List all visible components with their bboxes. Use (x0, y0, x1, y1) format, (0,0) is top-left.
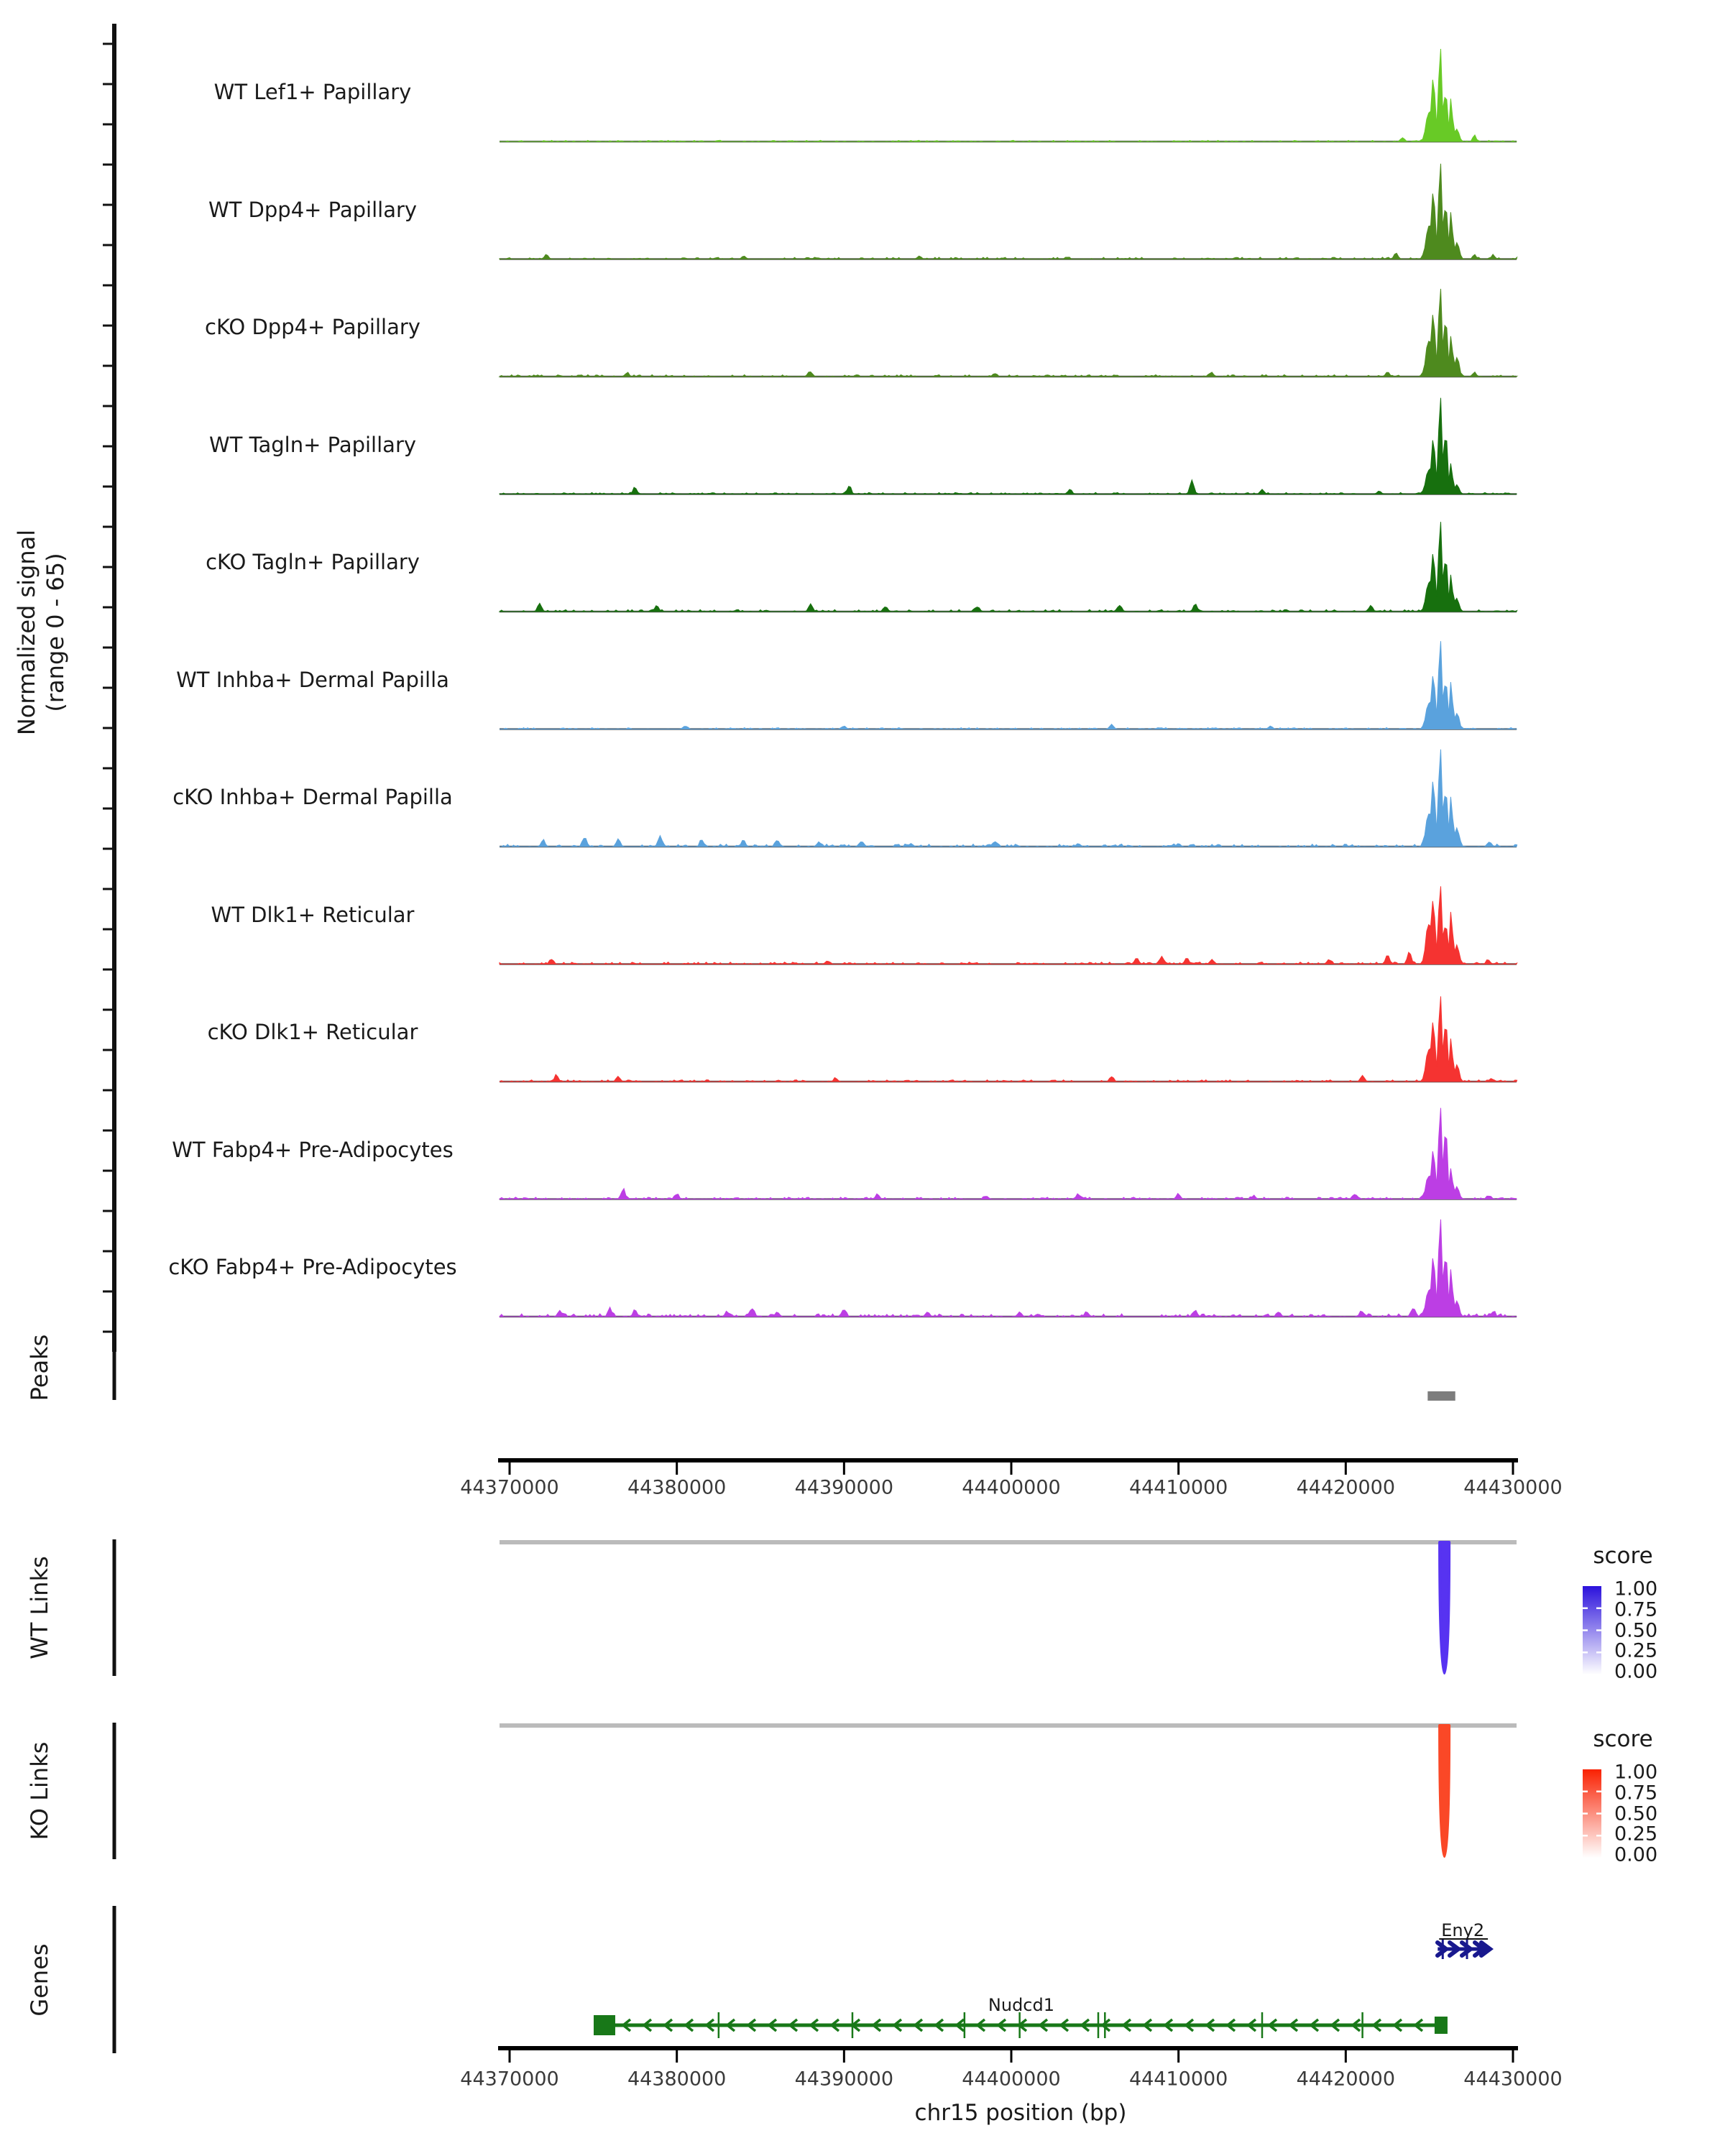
track-label-1: WT Lef1+ Papillary (213, 80, 412, 104)
tick-label-44390000: 44390000 (794, 1476, 894, 1499)
signal-area-9 (500, 996, 1517, 1082)
section-label-wt-links: WT Links (26, 1556, 53, 1659)
tick-label-44390000: 44390000 (794, 2068, 894, 2091)
legend-tick-label: 0.25 (1614, 1639, 1658, 1662)
tick-label-44420000: 44420000 (1296, 2068, 1396, 2091)
legend-title-wt: score (1593, 1543, 1653, 1569)
signal-area-4 (500, 398, 1517, 494)
track-label-4: WT Tagln+ Papillary (208, 432, 417, 457)
signal-area-1 (500, 49, 1517, 142)
tick-label-44380000: 44380000 (627, 2068, 727, 2091)
signal-area-3 (500, 289, 1517, 377)
signal-area-7 (500, 750, 1517, 847)
tick-label-44430000: 44430000 (1463, 1476, 1563, 1499)
signal-area-10 (500, 1108, 1517, 1199)
track-label-5: cKO Tagln+ Papillary (206, 550, 420, 574)
x-axis-title: chr15 position (bp) (914, 2100, 1127, 2126)
track-label-9: cKO Dlk1+ Reticular (207, 1020, 418, 1044)
link-curve (1440, 1542, 1449, 1673)
legend-tick-label: 0.50 (1614, 1802, 1658, 1825)
signal-area-2 (500, 164, 1517, 259)
tick-label-44400000: 44400000 (962, 2068, 1061, 2091)
signal-area-5 (500, 522, 1517, 612)
legend-tick-label: 0.75 (1614, 1782, 1658, 1805)
gene-end-box (1435, 2017, 1448, 2034)
tick-label-44380000: 44380000 (627, 1476, 727, 1499)
signal-area-6 (500, 641, 1517, 729)
tick-label-44400000: 44400000 (962, 1476, 1061, 1499)
gene-label-Eny2: Eny2 (1441, 1920, 1485, 1940)
legend-tick-label: 1.00 (1614, 1761, 1658, 1784)
y-axis-label-line1: Normalized signal (13, 529, 40, 736)
track-label-6: WT Inhba+ Dermal Papilla (176, 667, 449, 692)
legend-tick-label: 0.75 (1614, 1598, 1658, 1621)
section-label-ko-links: KO Links (26, 1741, 53, 1841)
track-label-3: cKO Dpp4+ Papillary (205, 315, 420, 339)
tick-label-44370000: 44370000 (460, 2068, 559, 2091)
gene-label-Nudcd1: Nudcd1 (988, 1995, 1055, 2015)
legend-tick-label: 0.50 (1614, 1619, 1658, 1641)
track-label-11: cKO Fabp4+ Pre-Adipocytes (168, 1255, 457, 1279)
gene-end-box (594, 2015, 615, 2035)
peak-box (1427, 1391, 1455, 1401)
legend-tick-label: 0.25 (1614, 1823, 1658, 1846)
legend-tick-label: 0.00 (1614, 1660, 1658, 1683)
y-axis-label (12, 530, 70, 735)
tick-label-44420000: 44420000 (1296, 1476, 1396, 1499)
tick-label-44370000: 44370000 (460, 1476, 559, 1499)
section-label-genes: Genes (26, 1943, 53, 2017)
link-curve (1440, 1726, 1449, 1856)
track-label-2: WT Dpp4+ Papillary (208, 197, 418, 222)
signal-area-8 (500, 886, 1517, 964)
tick-label-44410000: 44410000 (1128, 1476, 1228, 1499)
legend-tick-label: 1.00 (1614, 1577, 1658, 1600)
y-axis-label-line2: (range 0 - 65) (42, 553, 69, 712)
track-label-10: WT Fabp4+ Pre-Adipocytes (172, 1137, 454, 1162)
track-label-7: cKO Inhba+ Dermal Papilla (172, 785, 453, 809)
track-label-8: WT Dlk1+ Reticular (211, 902, 415, 927)
tick-label-44430000: 44430000 (1463, 2068, 1563, 2091)
legend-title-ko: score (1593, 1726, 1653, 1752)
tick-label-44410000: 44410000 (1128, 2068, 1228, 2091)
signal-area-11 (500, 1220, 1517, 1317)
section-label-peaks: Peaks (26, 1334, 53, 1401)
legend-tick-label: 0.00 (1614, 1843, 1658, 1866)
